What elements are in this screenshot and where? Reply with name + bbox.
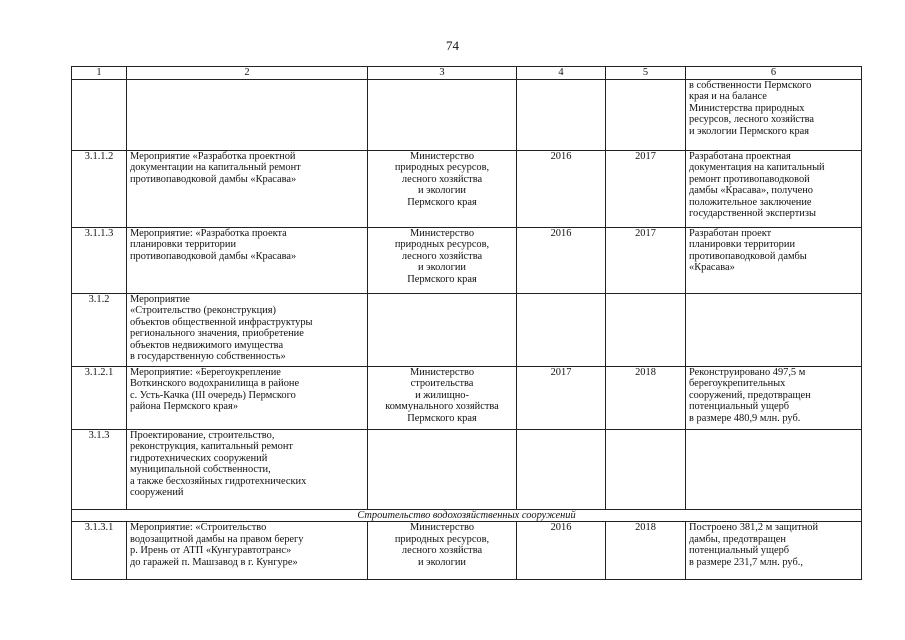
end-year — [606, 293, 686, 366]
end-year: 2017 — [606, 227, 686, 293]
column-header: 4 — [517, 67, 606, 80]
page-number: 74 — [446, 38, 459, 53]
row-number: 3.1.1.2 — [72, 150, 127, 227]
expected-result — [686, 429, 862, 509]
table-row — [72, 429, 862, 509]
column-header: 5 — [606, 67, 686, 80]
expected-result: Разработана проектная документация на капитальный ремонт противопаводковой дамбы «Красава», получено положительное заключение государственной экспертизы — [686, 150, 862, 227]
start-year — [517, 79, 606, 150]
start-year: 2017 — [517, 366, 606, 429]
column-header: 6 — [686, 67, 862, 80]
expected-result: Реконструировано 497,5 м берегоукрепительных сооружений, предотвращен потенциальный ущерб в размере 480,9 млн. руб. — [686, 366, 862, 429]
table-row — [72, 522, 862, 580]
start-year: 2016 — [517, 150, 606, 227]
row-number: 3.1.1.3 — [72, 227, 127, 293]
row-number — [72, 79, 127, 150]
measures-table — [71, 66, 862, 580]
expected-result: Разработан проект планировки территории противопаводковой дамбы «Красава» — [686, 227, 862, 293]
executor: Министерство природных ресурсов, лесного хозяйства и экологии — [368, 522, 517, 580]
row-number: 3.1.3 — [72, 429, 127, 509]
row-number: 3.1.2 — [72, 293, 127, 366]
start-year — [517, 293, 606, 366]
executor — [368, 79, 517, 150]
start-year — [517, 429, 606, 509]
section-row — [72, 509, 862, 522]
end-year: 2018 — [606, 366, 686, 429]
column-header: 1 — [72, 67, 127, 80]
executor: Министерство природных ресурсов, лесного хозяйства и экологии Пермского края — [368, 150, 517, 227]
column-header: 3 — [368, 67, 517, 80]
table-row — [72, 293, 862, 366]
column-header: 2 — [127, 67, 368, 80]
row-number: 3.1.2.1 — [72, 366, 127, 429]
section-title: Строительство водохозяйственных сооружений — [72, 509, 862, 522]
measure-name: Проектирование, строительство, реконструкция, капитальный ремонт гидротехнических сооружений муниципальной собственности, а также бесхозяйных гидротехнических сооружений — [127, 429, 368, 509]
start-year: 2016 — [517, 522, 606, 580]
executor: Министерство строительства и жилищно- коммунального хозяйства Пермского края — [368, 366, 517, 429]
table-row — [72, 150, 862, 227]
end-year — [606, 79, 686, 150]
end-year: 2017 — [606, 150, 686, 227]
end-year — [606, 429, 686, 509]
measure-name: Мероприятие «Разработка проектной документации на капитальный ремонт противопаводковой дамбы «Красава» — [127, 150, 368, 227]
measure-name: Мероприятие: «Разработка проекта планировки территории противопаводковой дамбы «Красава» — [127, 227, 368, 293]
measure-name: Мероприятие «Строительство (реконструкция) объектов общественной инфраструктуры регионального значения, приобретение объектов недвижимого имущества в государственную собственность» — [127, 293, 368, 366]
expected-result: Построено 381,2 м защитной дамбы, предотвращен потенциальный ущерб в размере 231,7 млн. руб., — [686, 522, 862, 580]
table-row — [72, 227, 862, 293]
measure-name — [127, 79, 368, 150]
table-header-row — [72, 67, 862, 80]
start-year: 2016 — [517, 227, 606, 293]
measure-name: Мероприятие: «Берегоукрепление Воткинского водохранилища в районе с. Усть-Качка (III очередь) Пермского района Пермского края» — [127, 366, 368, 429]
row-number: 3.1.3.1 — [72, 522, 127, 580]
end-year: 2018 — [606, 522, 686, 580]
executor — [368, 429, 517, 509]
executor: Министерство природных ресурсов, лесного хозяйства и экологии Пермского края — [368, 227, 517, 293]
expected-result — [686, 293, 862, 366]
expected-result: в собственности Пермского края и на балансе Министерства природных ресурсов, лесного хозяйства и экологии Пермского края — [686, 79, 862, 150]
measure-name: Мероприятие: «Строительство водозащитной дамбы на правом берегу р. Ирень от АТП «Кунгуравтотранс» до гаражей п. Машзавод в г. Кунгуре» — [127, 522, 368, 580]
table-row — [72, 366, 862, 429]
executor — [368, 293, 517, 366]
table-row — [72, 79, 862, 150]
